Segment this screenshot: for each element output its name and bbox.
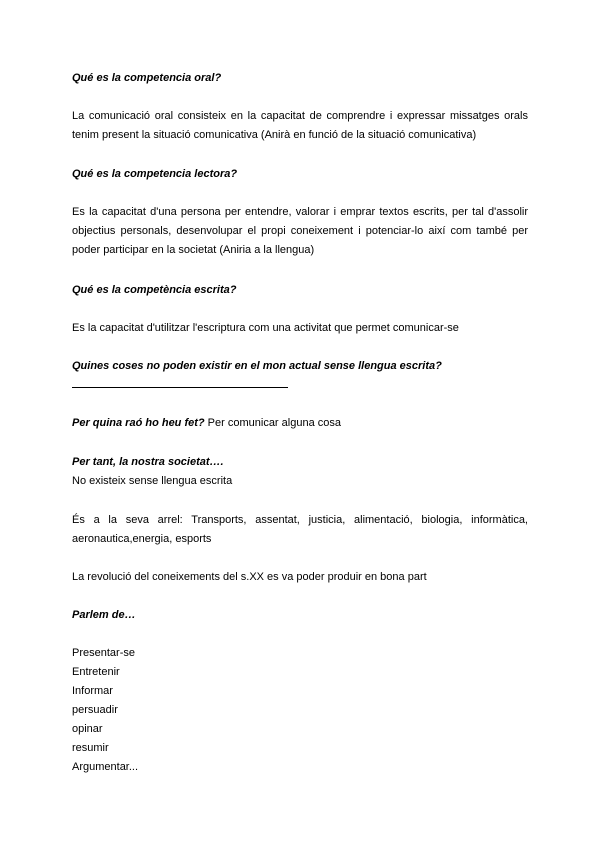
roots-paragraph: És a la seva arrel: Transports, assentat, justicia, alimentació, biologia, informàtica, aeronautica,energia, esports: [72, 514, 528, 545]
speak-heading: Parlem de…: [72, 609, 136, 621]
question-oral: Qué es la competencia oral?: [72, 72, 222, 84]
society-heading: Per tant, la nostra societat….: [72, 456, 224, 468]
list-item: Argumentar...: [72, 761, 139, 773]
society-line: No existeix sense llengua escrita: [72, 475, 233, 487]
list-item: resumir: [72, 742, 109, 754]
reason-line: [72, 414, 528, 433]
list-item: opinar: [72, 723, 103, 735]
answer-oral: La comunicació oral consisteix en la capacitat de comprendre i expressar missatges orals tenim present la situació comunicativa (Anirà en funció de la situació comunicativa): [72, 110, 528, 141]
question-escrita: Qué es la competència escrita?: [72, 284, 237, 296]
answer-escrita: Es la capacitat d'utilitzar l'escriptura com una activitat que permet comunicar-se: [72, 322, 459, 334]
question-lectora: Qué es la competencia lectora?: [72, 168, 238, 180]
revolution-line: La revolució del coneixements del s.XX es va poder produir en bona part: [72, 571, 427, 583]
list-item: Informar: [72, 685, 113, 697]
reason-answer: Per comunicar alguna cosa: [204, 417, 341, 429]
reason-question: Per quina raó ho heu fet?: [72, 417, 205, 429]
answer-lectora: Es la capacitat d'una persona per entendre, valorar i emprar textos escrits, per tal d'assolir objectius personals, desenvolupar el propi coneixement i potenciar-lo així com també per poder participar en la societat (Aniria a la llengua): [72, 206, 528, 256]
speak-list: [72, 644, 528, 777]
list-item: Presentar-se: [72, 647, 135, 659]
list-item: persuadir: [72, 704, 118, 716]
question-llengua-escrita: Quines coses no poden existir en el mon actual sense llengua escrita?: [72, 360, 442, 372]
answer-blank-line: [72, 387, 288, 388]
list-item: Entretenir: [72, 666, 120, 678]
